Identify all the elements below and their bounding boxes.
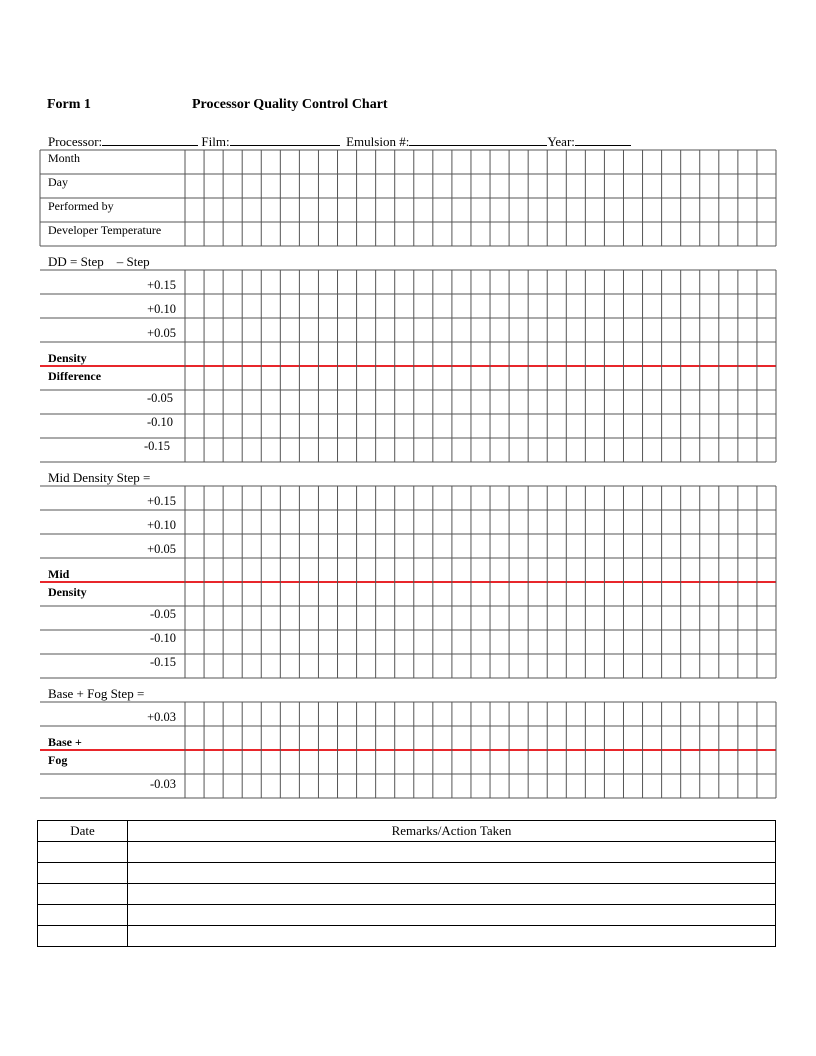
processor-field[interactable] <box>102 133 198 146</box>
remarks-date-cell[interactable] <box>38 926 128 947</box>
info-row-month: Month <box>48 151 81 165</box>
remarks-action-header: Remarks/Action Taken <box>128 821 776 842</box>
header-fields <box>48 133 631 150</box>
film-field[interactable] <box>230 133 340 146</box>
year-label: Year: <box>547 134 575 149</box>
dd-value-plus-015: +0.15 <box>147 278 176 292</box>
md-value-plus-010: +0.10 <box>147 518 176 532</box>
bf-center-label-2: Fog <box>48 753 68 767</box>
md-center-label-1: Mid <box>48 567 70 581</box>
bf-section-heading: Base + Fog Step = <box>48 686 145 701</box>
bf-center-label-1: Base + <box>48 735 82 749</box>
dd-value-plus-005: +0.05 <box>147 326 176 340</box>
md-value-minus-010: -0.10 <box>149 631 176 645</box>
form-label: Form 1 <box>47 97 91 112</box>
remarks-action-cell[interactable] <box>128 863 776 884</box>
remarks-date-cell[interactable] <box>38 863 128 884</box>
remarks-row <box>38 905 776 926</box>
md-value-minus-015: -0.15 <box>149 655 176 669</box>
dd-value-minus-015: -0.15 <box>143 439 170 453</box>
md-value-minus-005: -0.05 <box>149 607 176 621</box>
dd-value-minus-005: -0.05 <box>146 391 173 405</box>
dd-value-minus-010: -0.10 <box>146 415 173 429</box>
remarks-row <box>38 863 776 884</box>
emulsion-label: Emulsion #: <box>346 134 410 149</box>
remarks-date-cell[interactable] <box>38 905 128 926</box>
bf-value-plus-003: +0.03 <box>147 710 176 724</box>
md-section-heading: Mid Density Step = <box>48 470 151 485</box>
year-field[interactable] <box>575 133 631 146</box>
remarks-action-cell[interactable] <box>128 905 776 926</box>
page-title: Processor Quality Control Chart <box>192 97 388 112</box>
emulsion-field[interactable] <box>409 133 547 146</box>
dd-center-label-2: Difference <box>48 369 102 383</box>
remarks-date-cell[interactable] <box>38 884 128 905</box>
remarks-date-cell[interactable] <box>38 842 128 863</box>
film-label: Film: <box>201 134 230 149</box>
md-value-plus-015: +0.15 <box>147 494 176 508</box>
info-row-developer-temperature: Developer Temperature <box>48 223 162 237</box>
dd-value-plus-010: +0.10 <box>147 302 176 316</box>
md-center-label-2: Density <box>48 585 87 599</box>
remarks-row <box>38 842 776 863</box>
info-row-performed-by: Performed by <box>48 199 114 213</box>
dd-heading-suffix: – Step <box>116 254 150 269</box>
remarks-action-cell[interactable] <box>128 884 776 905</box>
remarks-table <box>37 820 776 947</box>
processor-label: Processor: <box>48 134 103 149</box>
remarks-action-cell[interactable] <box>128 842 776 863</box>
md-value-plus-005: +0.05 <box>147 542 176 556</box>
remarks-action-cell[interactable] <box>128 926 776 947</box>
remarks-row <box>38 884 776 905</box>
dd-center-label-1: Density <box>48 351 87 365</box>
info-row-day: Day <box>48 175 68 189</box>
dd-section-heading <box>48 254 150 270</box>
dd-heading-text: DD = Step <box>48 254 104 269</box>
bf-value-minus-003: -0.03 <box>149 777 176 791</box>
remarks-date-header: Date <box>38 821 128 842</box>
remarks-row <box>38 926 776 947</box>
